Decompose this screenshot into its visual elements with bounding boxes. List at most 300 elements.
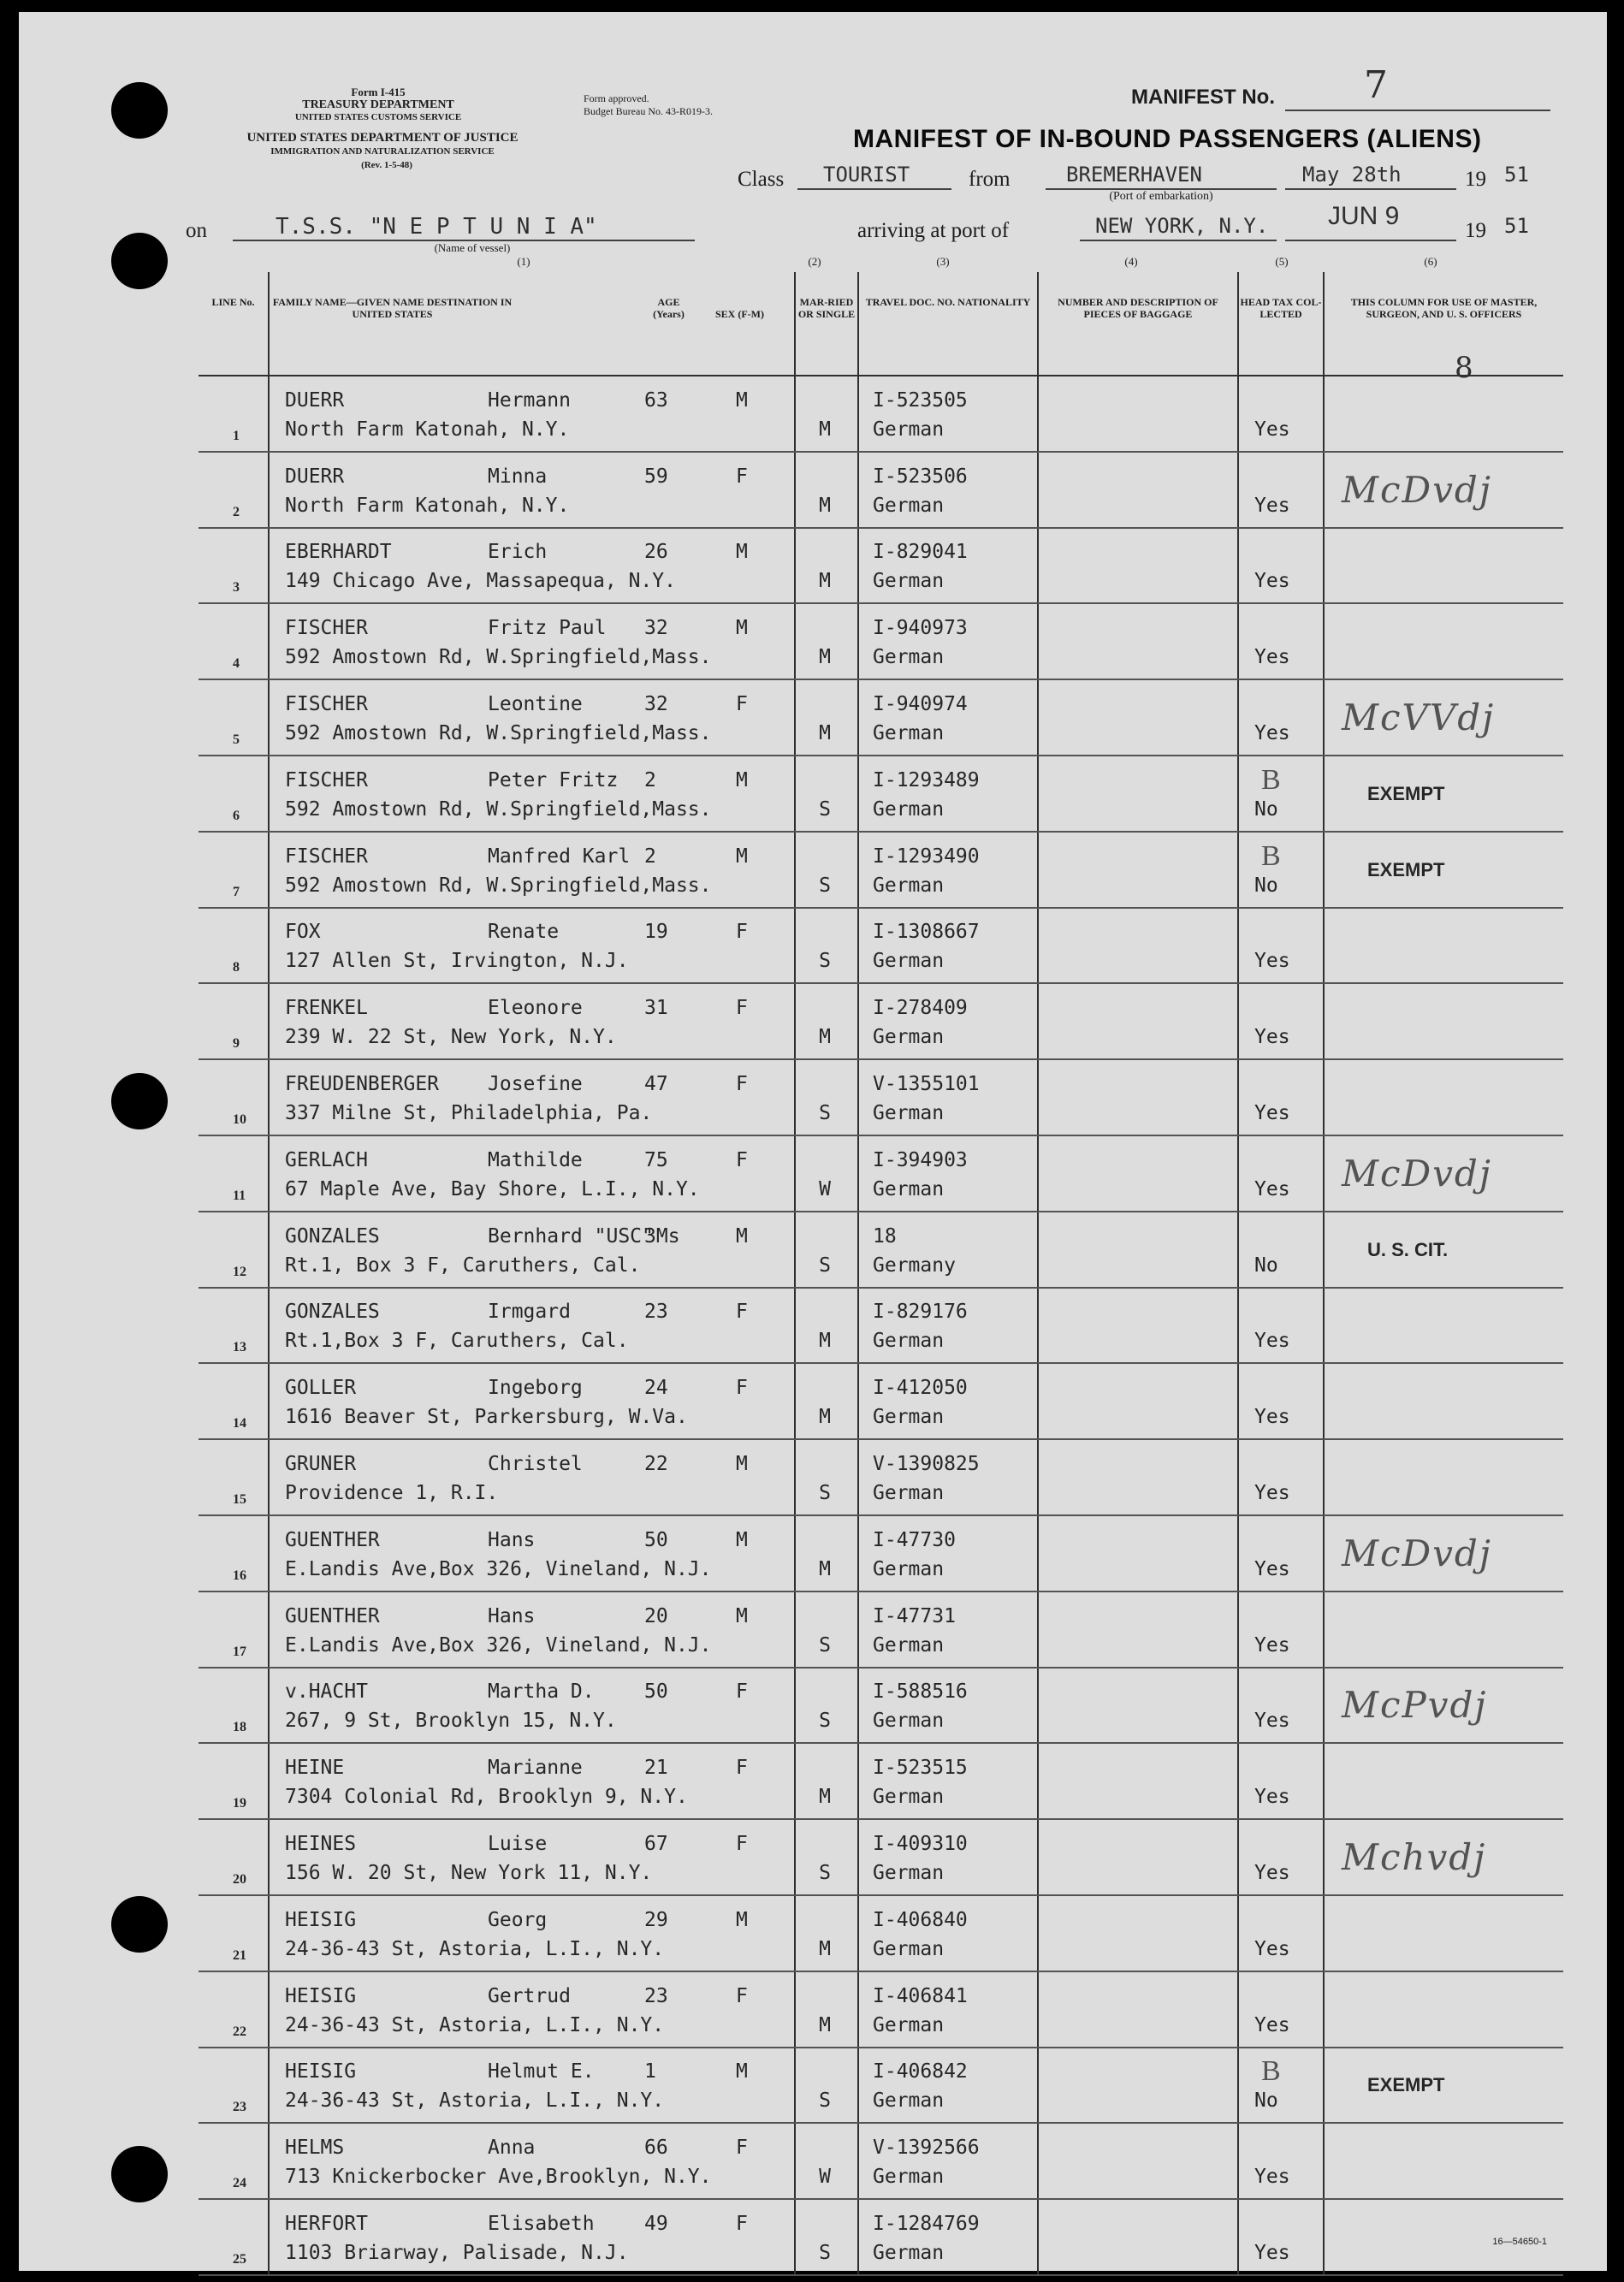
col-header-sex: SEX (F-M): [715, 308, 764, 320]
given-name: Elisabeth: [488, 2212, 595, 2235]
nationality: German: [873, 2241, 945, 2264]
sex: M: [736, 541, 748, 564]
nationality: German: [873, 1937, 945, 1960]
head-tax: Yes: [1254, 646, 1290, 669]
destination: 713 Knickerbocker Ave,Brooklyn, N.Y.: [285, 2166, 712, 2189]
age: 31: [644, 997, 668, 1020]
given-name: Christel: [488, 1452, 583, 1475]
table-row: [199, 1288, 1563, 1364]
head-tax-note: B: [1261, 839, 1281, 872]
line-number: 23: [233, 2100, 246, 2115]
nationality: German: [873, 1177, 945, 1200]
age: 23: [644, 1301, 668, 1324]
arrival-year: 51: [1504, 214, 1529, 238]
table-row: [199, 528, 1563, 604]
travel-doc: I-1284769: [873, 2212, 980, 2235]
passenger-table: [199, 272, 1563, 2276]
destination: 267, 9 St, Brooklyn 15, N.Y.: [285, 1710, 617, 1733]
destination: 149 Chicago Ave, Massapequa, N.Y.: [285, 570, 676, 593]
line-number: 12: [233, 1264, 246, 1279]
family-name: FISCHER: [285, 617, 368, 640]
sex: F: [736, 1984, 748, 2007]
table-row: [199, 1059, 1563, 1135]
class-label: Class: [738, 168, 785, 191]
line-number: 24: [233, 2176, 246, 2191]
sex: F: [736, 1832, 748, 1855]
head-tax: Yes: [1254, 2166, 1290, 2189]
destination: 1616 Beaver St, Parkersburg, W.Va.: [285, 1406, 688, 1429]
age: 63: [644, 388, 668, 412]
age: 23: [644, 1984, 668, 2007]
family-name: DUERR: [285, 465, 345, 488]
manifest-no: 7: [1364, 63, 1388, 107]
vessel-name: T.S.S. "N E P T U N I A": [276, 214, 597, 240]
sex: M: [736, 1224, 748, 1248]
departure-date: May 28th: [1302, 163, 1402, 187]
treasury-dept: TREASURY DEPARTMENT: [302, 98, 454, 111]
table-row: [199, 452, 1563, 528]
marital-status: M: [819, 1330, 831, 1353]
travel-doc: I-412050: [873, 1377, 968, 1400]
destination: E.Landis Ave,Box 326, Vineland, N.J.: [285, 1633, 712, 1657]
nationality: German: [873, 797, 945, 821]
marital-status: S: [819, 1254, 831, 1277]
vessel-caption: (Name of vessel): [434, 241, 511, 254]
col-header-married: MAR-RIED OR SINGLE: [795, 272, 858, 376]
age: 67: [644, 1832, 668, 1855]
destination: 24-36-43 St, Astoria, L.I., N.Y.: [285, 1937, 665, 1960]
head-tax: Yes: [1254, 1406, 1290, 1429]
sex: F: [736, 2212, 748, 2235]
officer-signature: McDvdj: [1342, 468, 1492, 511]
marital-status: M: [819, 1786, 831, 1809]
given-name: Josefine: [488, 1072, 583, 1095]
marital-status: M: [819, 1406, 831, 1429]
family-name: GOLLER: [285, 1377, 357, 1400]
head-tax-note: B: [1261, 2055, 1281, 2088]
sex: M: [736, 1604, 748, 1627]
nationality: German: [873, 494, 945, 517]
head-tax: Yes: [1254, 494, 1290, 517]
given-name: Manfred Karl: [488, 845, 631, 868]
marital-status: S: [819, 1101, 831, 1124]
travel-doc: I-829041: [873, 541, 968, 564]
table-row: [199, 1668, 1563, 1744]
line-number: 17: [233, 1644, 246, 1659]
head-tax: Yes: [1254, 1710, 1290, 1733]
table-row: [199, 1819, 1563, 1895]
line-number: 25: [233, 2251, 246, 2267]
nationality: German: [873, 1786, 945, 1809]
age: 2: [644, 845, 656, 868]
table-row: [199, 2048, 1563, 2124]
justice-dept: UNITED STATES DEPARTMENT OF JUSTICE: [246, 131, 519, 145]
head-tax: Yes: [1254, 1101, 1290, 1124]
age: 50: [644, 1680, 668, 1704]
table-row: [199, 1135, 1563, 1212]
table-row: [199, 1515, 1563, 1591]
head-tax: Yes: [1254, 1026, 1290, 1049]
officer-signature: McDvdj: [1342, 1532, 1492, 1574]
travel-doc: I-47730: [873, 1528, 956, 1551]
destination: 592 Amostown Rd, W.Springfield,Mass.: [285, 797, 712, 821]
col-num-4: (4): [1124, 255, 1138, 268]
head-tax: Yes: [1254, 1557, 1290, 1580]
age: 26: [644, 541, 668, 564]
punch-hole: [111, 2146, 168, 2202]
given-name: Eleonore: [488, 997, 583, 1020]
given-name: Hans: [488, 1528, 536, 1551]
travel-doc: I-278409: [873, 997, 968, 1020]
table-row: [199, 1895, 1563, 1971]
customs-service: UNITED STATES CUSTOMS SERVICE: [294, 112, 462, 122]
table-row: [199, 983, 1563, 1059]
head-tax: No: [1254, 797, 1278, 821]
destination: 67 Maple Ave, Bay Shore, L.I., N.Y.: [285, 1177, 700, 1200]
table-row: [199, 756, 1563, 832]
destination: E.Landis Ave,Box 326, Vineland, N.J.: [285, 1557, 712, 1580]
given-name: Anna: [488, 2137, 536, 2160]
travel-doc: V-1355101: [873, 1072, 980, 1095]
travel-doc: I-394903: [873, 1148, 968, 1171]
head-tax: Yes: [1254, 418, 1290, 441]
destination: 239 W. 22 St, New York, N.Y.: [285, 1026, 617, 1049]
travel-doc: I-523506: [873, 465, 968, 488]
marital-status: S: [819, 1481, 831, 1504]
nationality: German: [873, 2013, 945, 2036]
marital-status: M: [819, 2013, 831, 2036]
punch-hole: [111, 82, 168, 139]
line-number: 19: [233, 1796, 246, 1811]
age: 1: [644, 2060, 656, 2083]
family-name: FISCHER: [285, 845, 368, 868]
col-header-names-text: FAMILY NAME—GIVEN NAME DESTINATION IN UNITED STATES: [272, 296, 513, 320]
arrival-date: JUN 9: [1328, 202, 1400, 230]
col-header-line: LINE No.: [199, 272, 269, 376]
line-number: 13: [233, 1340, 246, 1355]
marital-status: W: [819, 2166, 831, 2189]
form-footer: 16—54650-1: [1492, 2237, 1547, 2247]
line-number: 8: [233, 960, 240, 975]
travel-doc: I-406840: [873, 1908, 968, 1931]
destination: 592 Amostown Rd, W.Springfield,Mass.: [285, 874, 712, 897]
col-header-traveldoc: TRAVEL DOC. NO. NATIONALITY: [858, 272, 1038, 376]
family-name: GONZALES: [285, 1224, 380, 1248]
marital-status: S: [819, 1861, 831, 1884]
family-name: HEINE: [285, 1757, 345, 1780]
head-tax: Yes: [1254, 1330, 1290, 1353]
marital-status: M: [819, 1557, 831, 1580]
given-name: Georg: [488, 1908, 548, 1931]
head-tax: No: [1254, 1254, 1278, 1277]
age: 32: [644, 692, 668, 715]
given-name: Mathilde: [488, 1148, 583, 1171]
marital-status: S: [819, 950, 831, 973]
family-name: HEISIG: [285, 1908, 357, 1931]
head-tax: Yes: [1254, 1177, 1290, 1200]
line-number: 11: [233, 1188, 246, 1203]
line-number: 10: [233, 1111, 246, 1127]
col-num-1: (1): [517, 255, 530, 268]
given-name: Irmgard: [488, 1301, 571, 1324]
form-approved: Form approved.: [584, 92, 649, 104]
col-num-6: (6): [1424, 255, 1437, 268]
class-value: TOURIST: [823, 163, 910, 187]
sex: M: [736, 1528, 748, 1551]
page-title: MANIFEST OF IN-BOUND PASSENGERS (ALIENS): [853, 125, 1482, 153]
marital-status: M: [819, 1026, 831, 1049]
destination: North Farm Katonah, N.Y.: [285, 418, 570, 441]
officer-note: EXEMPT: [1367, 782, 1445, 804]
given-name: Renate: [488, 921, 560, 944]
family-name: HEINES: [285, 1832, 357, 1855]
nationality: German: [873, 721, 945, 744]
underline: [1285, 240, 1456, 241]
ins-service: IMMIGRATION AND NATURALIZATION SERVICE: [270, 146, 495, 157]
head-tax: No: [1254, 2089, 1278, 2113]
sex: F: [736, 2137, 748, 2160]
line-number: 18: [233, 1720, 246, 1735]
nationality: German: [873, 2089, 945, 2113]
table-row: [199, 1363, 1563, 1439]
age: 2: [644, 768, 656, 791]
punch-hole: [111, 1073, 168, 1129]
nationality: Germany: [873, 1254, 956, 1277]
travel-doc: I-523505: [873, 388, 968, 412]
from-label: from: [969, 168, 1011, 191]
age: 49: [644, 2212, 668, 2235]
travel-doc: I-47731: [873, 1604, 956, 1627]
family-name: GUENTHER: [285, 1604, 380, 1627]
col-num-5: (5): [1275, 255, 1289, 268]
sex: F: [736, 1377, 748, 1400]
underline: [1285, 188, 1456, 190]
line-number: 14: [233, 1416, 246, 1431]
marital-status: S: [819, 797, 831, 821]
given-name: Leontine: [488, 692, 583, 715]
destination: 24-36-43 St, Astoria, L.I., N.Y.: [285, 2013, 665, 2036]
marital-status: M: [819, 721, 831, 744]
table-row: [199, 1971, 1563, 2048]
family-name: FISCHER: [285, 692, 368, 715]
officer-signature: McPvdj: [1342, 1684, 1488, 1727]
arrival-port: NEW YORK, N.Y.: [1095, 214, 1269, 238]
sex: M: [736, 768, 748, 791]
destination: 337 Milne St, Philadelphia, Pa.: [285, 1101, 653, 1124]
underline: [1285, 110, 1550, 111]
age: 59: [644, 465, 668, 488]
travel-doc: 18: [873, 1224, 897, 1248]
age: 21: [644, 1757, 668, 1780]
family-name: HERFORT: [285, 2212, 368, 2235]
form-id: Form I-415: [351, 86, 406, 98]
departure-year: 51: [1504, 163, 1529, 187]
family-name: v.HACHT: [285, 1680, 368, 1704]
given-name: Erich: [488, 541, 548, 564]
marital-status: M: [819, 570, 831, 593]
family-name: GERLACH: [285, 1148, 368, 1171]
officer-signature: McVVdj: [1342, 696, 1496, 738]
col-header-age: AGE (Years): [653, 296, 685, 320]
sex: F: [736, 1757, 748, 1780]
sex: M: [736, 1452, 748, 1475]
underline: [1080, 240, 1277, 241]
given-name: Ingeborg: [488, 1377, 583, 1400]
sex: F: [736, 1301, 748, 1324]
line-number: 5: [233, 732, 240, 747]
head-tax: No: [1254, 874, 1278, 897]
officer-note: U. S. CIT.: [1367, 1238, 1449, 1260]
sex: M: [736, 388, 748, 412]
sex: F: [736, 997, 748, 1020]
line-number: 3: [233, 580, 240, 596]
table-row: [199, 2123, 1563, 2199]
age: 29: [644, 1908, 668, 1931]
manifest-no-label: MANIFEST No.: [1131, 86, 1275, 109]
nationality: German: [873, 418, 945, 441]
age: 3Ms: [644, 1224, 680, 1248]
given-name: Helmut E.: [488, 2060, 595, 2083]
col-header-baggage: NUMBER AND DESCRIPTION OF PIECES OF BAGGAGE: [1038, 272, 1238, 376]
sheet-mark: 8: [1455, 351, 1473, 385]
sex: F: [736, 921, 748, 944]
family-name: FRENKEL: [285, 997, 368, 1020]
nationality: German: [873, 570, 945, 593]
given-name: Minna: [488, 465, 548, 488]
travel-doc: I-940973: [873, 617, 968, 640]
marital-status: M: [819, 494, 831, 517]
col-header-headtax: HEAD TAX COL-LECTED: [1238, 272, 1324, 376]
nationality: German: [873, 950, 945, 973]
table-row: [199, 2199, 1563, 2275]
family-name: GUENTHER: [285, 1528, 380, 1551]
nationality: German: [873, 1710, 945, 1733]
travel-doc: I-523515: [873, 1757, 968, 1780]
given-name: Gertrud: [488, 1984, 571, 2007]
marital-status: W: [819, 1177, 831, 1200]
travel-doc: V-1390825: [873, 1452, 980, 1475]
marital-status: M: [819, 1937, 831, 1960]
given-name: Marianne: [488, 1757, 583, 1780]
age: 32: [644, 617, 668, 640]
head-tax: Yes: [1254, 1861, 1290, 1884]
family-name: DUERR: [285, 388, 345, 412]
line-number: 16: [233, 1568, 246, 1583]
travel-doc: I-940974: [873, 692, 968, 715]
line-number: 21: [233, 1947, 246, 1963]
nationality: German: [873, 1481, 945, 1504]
line-number: 9: [233, 1036, 240, 1052]
family-name: HELMS: [285, 2137, 345, 2160]
nationality: German: [873, 1330, 945, 1353]
destination: 156 W. 20 St, New York 11, N.Y.: [285, 1861, 653, 1884]
nationality: German: [873, 1557, 945, 1580]
officer-note: EXEMPT: [1367, 858, 1445, 880]
officer-signature: McDvdj: [1342, 1152, 1492, 1194]
table-row: [199, 603, 1563, 679]
col-header-officers: THIS COLUMN FOR USE OF MASTER, SURGEON, AND U. S. OFFICERS: [1324, 272, 1563, 376]
line-number: 22: [233, 2024, 246, 2039]
table-row: [199, 832, 1563, 908]
sex: M: [736, 845, 748, 868]
marital-status: S: [819, 874, 831, 897]
head-tax: Yes: [1254, 950, 1290, 973]
family-name: HEISIG: [285, 2060, 357, 2083]
travel-doc: I-406841: [873, 1984, 968, 2007]
age: 19: [644, 921, 668, 944]
travel-doc: I-409310: [873, 1832, 968, 1855]
head-tax: Yes: [1254, 721, 1290, 744]
family-name: FOX: [285, 921, 321, 944]
age: 50: [644, 1528, 668, 1551]
destination: 592 Amostown Rd, W.Springfield,Mass.: [285, 646, 712, 669]
col-num-3: (3): [936, 255, 950, 268]
age: 22: [644, 1452, 668, 1475]
head-tax: Yes: [1254, 570, 1290, 593]
age: 24: [644, 1377, 668, 1400]
travel-doc: V-1392566: [873, 2137, 980, 2160]
travel-doc: I-1293490: [873, 845, 980, 868]
given-name: Bernhard "USC": [488, 1224, 654, 1248]
destination: Providence 1, R.I.: [285, 1481, 499, 1504]
nationality: German: [873, 1026, 945, 1049]
age: 47: [644, 1072, 668, 1095]
destination: 7304 Colonial Rd, Brooklyn 9, N.Y.: [285, 1786, 688, 1809]
punch-hole: [111, 1896, 168, 1953]
age: 75: [644, 1148, 668, 1171]
arriving-label: arriving at port of: [857, 219, 1010, 242]
marital-status: S: [819, 2241, 831, 2264]
underline: [797, 188, 951, 190]
age: 20: [644, 1604, 668, 1627]
travel-doc: I-1308667: [873, 921, 980, 944]
head-tax: Yes: [1254, 1481, 1290, 1504]
table-row: [199, 1212, 1563, 1288]
head-tax: Yes: [1254, 1633, 1290, 1657]
revision: (Rev. 1-5-48): [361, 160, 412, 170]
year-prefix: 19: [1465, 168, 1486, 191]
sex: F: [736, 1072, 748, 1095]
given-name: Peter Fritz: [488, 768, 619, 791]
line-number: 7: [233, 884, 240, 899]
nationality: German: [873, 1861, 945, 1884]
marital-status: S: [819, 1633, 831, 1657]
given-name: Fritz Paul: [488, 617, 607, 640]
given-name: Martha D.: [488, 1680, 595, 1704]
marital-status: M: [819, 646, 831, 669]
destination: Rt.1, Box 3 F, Caruthers, Cal.: [285, 1254, 641, 1277]
destination: Rt.1,Box 3 F, Caruthers, Cal.: [285, 1330, 629, 1353]
nationality: German: [873, 1101, 945, 1124]
sex: M: [736, 617, 748, 640]
head-tax: Yes: [1254, 2241, 1290, 2264]
line-number: 20: [233, 1871, 246, 1887]
age: 66: [644, 2137, 668, 2160]
manifest-sheet: [19, 12, 1607, 2271]
head-tax: Yes: [1254, 1786, 1290, 1809]
head-tax: Yes: [1254, 2013, 1290, 2036]
head-tax: Yes: [1254, 1937, 1290, 1960]
travel-doc: I-588516: [873, 1680, 968, 1704]
travel-doc: I-829176: [873, 1301, 968, 1324]
sex: M: [736, 2060, 748, 2083]
destination: 24-36-43 St, Astoria, L.I., N.Y.: [285, 2089, 665, 2113]
line-number: 4: [233, 656, 240, 672]
line-number: 2: [233, 504, 240, 519]
sex: F: [736, 1680, 748, 1704]
given-name: Hans: [488, 1604, 536, 1627]
travel-doc: I-406842: [873, 2060, 968, 2083]
